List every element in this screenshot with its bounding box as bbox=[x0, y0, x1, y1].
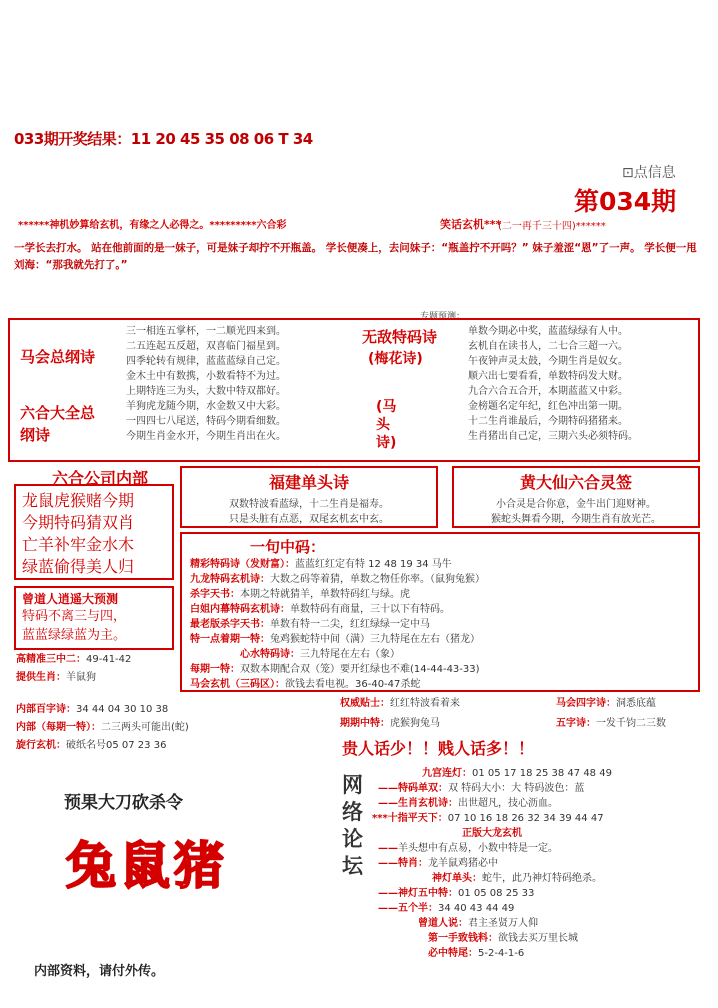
forum-line: 07 10 16 18 26 32 34 39 44 47 bbox=[447, 813, 604, 824]
tips-line: 权威贴士：红红特波看着来 bbox=[340, 698, 460, 709]
inner-line: 内部（每期一特）：二三两头可能出(蛇) bbox=[16, 722, 189, 733]
forum-vertical: 网 络 论 坛 bbox=[342, 773, 363, 878]
huang-box bbox=[452, 466, 700, 528]
poem-verse-list bbox=[126, 324, 286, 444]
beggar-box bbox=[14, 586, 174, 650]
verse-line: 金榜题名定年纪，红色冲出第一期。 bbox=[468, 401, 628, 412]
yijuzhong-line: 大数之码等着猜，单数之物任你率。（鼠狗兔猴） bbox=[270, 574, 485, 585]
verse-line: 午夜钟声灵太鼓，今期生肖是奴女。 bbox=[468, 356, 628, 367]
yijuzhong-line: 单数有特一二尖，红红绿绿一定中马 bbox=[270, 619, 430, 630]
huang-line: 小合灵是合你意，金牛出门迎财神。 bbox=[496, 499, 656, 510]
forum-line: 5-2-4-1-6 bbox=[478, 948, 525, 959]
joke-title: 笑话玄机*** bbox=[440, 218, 502, 231]
verse-line: 玄机自在读书人，二七合三超一六。 bbox=[468, 341, 628, 352]
beggar-line: 蓝蓝绿绿蓝为主。 bbox=[22, 628, 127, 643]
verse-line: 单数今期必中奖，蓝蓝绿绿有人中。 bbox=[468, 326, 628, 337]
beggar-title: 曾道人逍遥大预测 bbox=[22, 592, 119, 606]
yijuzhong-line: 单数特码有商量，三十以下有特码。 bbox=[290, 604, 450, 615]
yijuzhong-box: 一句中码： 精彩特码诗（发财富）：蓝蓝红红定有特 12 48 19 34 马牛 九龙特码玄机诗：大数之码等着猜，单数之物任你率。（鼠狗兔猴） 杀字天书：本期之特就猜羊，单数特码红与绿。虎 白姐内幕特码玄机诗：单数特码有商量，三十以下有特码。 最老版杀字天书：单数有特一二尖，红红绿绿一定中马 特一点着期一特：兔鸡猴蛇特中间（满）三九特尾在左右（猪龙） 心水特码诗：三九特尾在左右（象） 每期一特：双数本期配合双（笼）要开红绿也不难(14-44-43-33) 马会玄机（三码区）：欲钱去看电视。36-40-47杀蛇 bbox=[180, 532, 700, 692]
qiqi-line: 期期中特：虎猴狗兔马 bbox=[340, 718, 440, 729]
ad-line: ******神机妙算给玄机，有缘之人必得之。*********六合彩 bbox=[18, 220, 287, 231]
yijuzhong-line: 双数本期配合双（笼）要开红绿也不难(14-44-43-33) bbox=[240, 664, 480, 675]
forum-line: 34 40 43 44 49 bbox=[438, 903, 515, 914]
company-line: 亡羊补牢金水木 bbox=[22, 535, 135, 554]
poem-mid-title1: 无敌特码诗 bbox=[362, 328, 438, 346]
knife-words: 兔鼠猪 bbox=[66, 837, 228, 895]
poem-right-list bbox=[468, 324, 638, 444]
verse-line: 顺六出七要看看，单数特码发大财。 bbox=[468, 371, 628, 382]
b100-line: 内部百字诗：34 44 04 30 10 38 bbox=[16, 704, 169, 715]
yijuzhong-title: 一句中码： bbox=[250, 538, 326, 556]
joke-title-aux: (二一再千三十四)****** bbox=[498, 221, 606, 232]
verse-line: 十二生肖谁最后，今期特码猪猪来。 bbox=[468, 416, 628, 427]
poem-mid-title3: (马头诗) bbox=[376, 399, 397, 451]
prediction-label: 专题预测： bbox=[420, 312, 466, 322]
poem-left-title1: 马会总纲诗 bbox=[20, 348, 96, 366]
poem-box bbox=[8, 318, 700, 462]
five-word-line: 五字诗：一发千钧二三数 bbox=[556, 718, 666, 729]
forum-line: 01 05 17 18 25 38 47 48 49 bbox=[472, 768, 612, 779]
forum-line: 羊头想中有点易，小数中特是一定。 bbox=[398, 843, 558, 854]
yijuzhong-line: 蓝蓝红红定有特 12 48 19 34 马牛 bbox=[295, 559, 452, 570]
yijuzhong-line: 欲钱去看电视。36-40-47杀蛇 bbox=[285, 679, 421, 690]
fujian-line: 只是头脏有点恶，双尾玄机玄中玄。 bbox=[229, 514, 389, 525]
fujian-title: 福建单头诗 bbox=[268, 473, 349, 492]
fujian-box bbox=[180, 466, 438, 528]
company-line: 今期特码猜双肖 bbox=[22, 513, 135, 532]
verse-line: 三一相连五掌杯，一二顺光四来到。 bbox=[126, 326, 286, 337]
verse-line: 生肖猪出自己定，三期六头必须特码。 bbox=[468, 431, 638, 442]
company-line: 龙鼠虎猴赌今期 bbox=[22, 491, 135, 510]
forum-line: 出世超凡，技心沥血。 bbox=[458, 798, 558, 809]
forum-line: 蛇牛，此乃神灯特码绝杀。 bbox=[482, 873, 602, 884]
footer-note: 内部资料，请付外传。 bbox=[34, 964, 165, 979]
yijuzhong-line: 本期之特就猜羊，单数特码红与绿。虎 bbox=[240, 589, 410, 600]
joke-text: 一学长去打水。 站在他前面的是一妹子，可是妹子却拧不开瓶盖。 学长便凑上，去问妹子：“瓶盖拧不开吗？” 妹子羞涩“恩”了一声。 学长便一甩刘海：“那我就先打了。” bbox=[14, 242, 697, 271]
provider-line: 提供生肖：羊鼠狗 bbox=[16, 672, 96, 683]
draw-result: 033期开奖结果：11 20 45 35 08 06 T 34 bbox=[14, 130, 313, 148]
wu-line: 旋行玄机：破纸名号05 07 23 36 bbox=[16, 740, 167, 751]
verse-line: 金木土中有数携，小数看特不为过。 bbox=[126, 371, 286, 382]
huang-title: 黄大仙六合灵签 bbox=[519, 473, 632, 492]
horse-four-line: 马会四字诗：洞悉底蕴 bbox=[556, 698, 656, 709]
beggar-line: 特码不离三与四， bbox=[22, 609, 127, 624]
fujian-line: 双数特波看蓝绿，十二生肖是福寿。 bbox=[229, 499, 389, 510]
forum-line: 龙羊鼠鸡猪必中 bbox=[428, 858, 498, 869]
news-label: ⊡点信息 bbox=[622, 165, 676, 181]
verse-line: 九合六合五合开，本期蓝蓝又中彩。 bbox=[468, 386, 628, 397]
hk-line: 高精准三中二：49-41-42 bbox=[16, 654, 132, 665]
news-icon: ⊡ bbox=[622, 165, 634, 181]
poem-left-title2: 六合大全总纲诗 bbox=[20, 404, 96, 444]
huang-line: 猴蛇头舞看今期，今期生肖有放光芒。 bbox=[491, 514, 661, 525]
yijuzhong-line: 兔鸡猴蛇特中间（满）三九特尾在左右（猪龙） bbox=[270, 634, 480, 645]
verse-line: 今期生肖金水开，今期生肖出在火。 bbox=[126, 431, 286, 442]
liuhe-company-title: 六合公司内部 bbox=[51, 469, 148, 488]
verse-line: 二五连起五反超，双喜临门福星到。 bbox=[126, 341, 286, 352]
verse-line: 上期特连三为头，大数中特双都好。 bbox=[126, 386, 286, 397]
company-line: 绿蓝偷得美人归 bbox=[22, 557, 135, 576]
knife-title: 预果大刀砍杀令 bbox=[64, 793, 183, 813]
forum-line: 01 05 08 25 33 bbox=[458, 888, 535, 899]
poem-mid-title2: (梅花诗) bbox=[368, 351, 423, 367]
verse-line: 一四四七八尾送，特码今期看细数。 bbox=[126, 416, 286, 427]
forum-line: 君主圣贤万人仰 bbox=[468, 918, 538, 929]
liuhe-company-box bbox=[14, 484, 174, 580]
yijuzhong-line: 三九特尾在左右（象） bbox=[300, 649, 400, 660]
issue-number: 第034期 bbox=[574, 187, 677, 216]
forum-list: 九宫连灯：01 05 17 18 25 38 47 48 49 ——特码单双：双 特码大小：大 特码波色：蓝 ——生肖玄机诗：出世超凡，技心沥血。 ***十指平天下：07 10 16 18 26 32 34 39 44 47 正版大龙玄机 ——羊头想中有点易，小数中特是一定。 ——特肖：龙羊鼠鸡猪必中 神灯单头：蛇牛，此乃神灯特码绝杀。 ——神灯五中特：01 05 08 25 33 ——五个半：34 40 43 44 49 曾道人说：君主圣贤万人仰 第一手致钱料：欲钱去买万里长城 必中特尾：5-2-4-1-6 bbox=[372, 768, 612, 959]
verse-line: 羊狗虎龙随今期，水金数又中大彩。 bbox=[126, 401, 286, 412]
forum-line: 欲钱去买万里长城 bbox=[498, 933, 578, 944]
slogan: 贵人话少！！贱人话多！！ bbox=[342, 739, 535, 758]
forum-line: 双 特码大小：大 特码波色：蓝 bbox=[448, 783, 585, 794]
verse-line: 四季轮转有规律，蓝蓝蓝绿自己定。 bbox=[126, 356, 286, 367]
